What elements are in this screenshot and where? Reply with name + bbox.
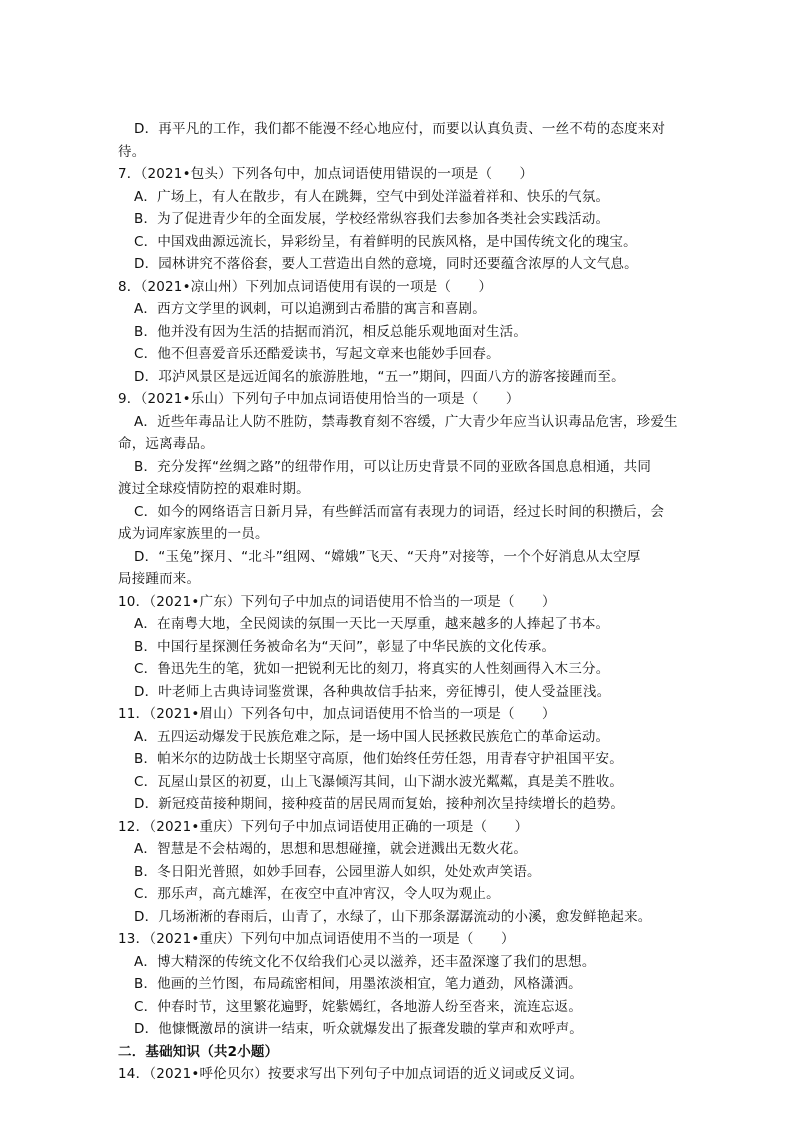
question-11-option-d: D．新冠疫苗接种期间，接种疫苗的居民周而复始，接种剂次呈持续增长的趋势。 (134, 796, 625, 812)
question-9-option-a: A．近些年毒品让人防不胜防，禁毒教育刻不容缓，广大青少年应当认识毒品危害，珍爱生 (134, 413, 678, 430)
question-11-stem: 11．（2021•眉山）下列各句中，加点词语使用不恰当的一项是（ ） (118, 706, 556, 722)
question-13-option-a: A．博大精深的传统文化不仅给我们心灵以滋养，还丰盈深邃了我们的思想。 (134, 953, 596, 970)
question-9-option-a-continuation: 命，远离毒品。 (118, 436, 214, 452)
question-9-option-b-continuation: 渡过全球疫情防控的艰难时期。 (118, 481, 310, 497)
question-12-option-d: D．几场淅淅的春雨后，山青了，水绿了，山下那条潺潺流动的小溪，愈发鲜艳起来。 (134, 908, 652, 925)
question-9-option-d: D．“玉兔”探月、“北斗”组网、“嫦娥”飞天、“天舟”对接等，一个个好消息从太空厚 (134, 548, 641, 565)
question-10-option-a: A．在南粤大地，全民阅读的氛围一天比一天厚重，越来越多的人捧起了书本。 (134, 616, 610, 632)
question-10-stem: 10．（2021•广东）下列句子中加点的词语使用不恰当的一项是（ ） (118, 593, 556, 610)
question-12-option-b: B．冬日阳光普照，如妙手回春，公园里游人如织，处处欢声笑语。 (134, 863, 541, 880)
question-14-stem: 14．（2021•呼伦贝尔）按要求写出下列句子中加点词语的近义词或反义词。 (118, 1066, 584, 1082)
question-13-option-d: D．他慷慨激昂的演讲一结束，听众就爆发出了振聋发聩的掌声和欢呼声。 (134, 1021, 583, 1037)
question-8-option-d: D．邛泸风景区是远近闻名的旅游胜地，“五一”期间，四面八方的游客接踵而至。 (134, 368, 625, 385)
question-9-option-c: C．如今的网络语言日新月异，有些鲜活而富有表现力的词语，经过长时间的积攒后，会 (134, 503, 665, 520)
question-12-option-a: A．智慧是不会枯竭的，思想和思想碰撞，就会迸溅出无数火花。 (134, 841, 528, 857)
question-7-option-d: D．园林讲究不落俗套，要人工营造出自然的意境，同时还要蕴含浓厚的人文气息。 (134, 256, 638, 272)
question-11-option-c: C．瓦屋山景区的初夏，山上飞瀑倾泻其间，山下湖水波光粼粼，真是美不胜收。 (134, 773, 624, 790)
question-content (118, 118, 714, 1086)
question-10-option-c: C．鲁迅先生的笔，犹如一把锐利无比的刻刀，将真实的人性刻画得入木三分。 (134, 661, 610, 677)
question-10-option-d: D．叶老师上古典诗词鉴赏课，各种典故信手拈来，旁征博引，使人受益匪浅。 (134, 683, 611, 700)
question-11-option-b: B．帕米尔的边防战士长期坚守高原，他们始终任劳任怨，用青春守护祖国平安。 (134, 751, 623, 767)
question-9-option-b: B．充分发挥“丝绸之路”的纽带作用，可以让历史背景不同的亚欧各国息息相通，共同 (134, 458, 652, 475)
question-7-option-c: C．中国戏曲源远流长，异彩纷呈，有着鲜明的民族风格，是中国传统文化的瑰宝。 (134, 233, 637, 250)
section-heading: 二．基础知识（共2小题） (118, 1043, 279, 1060)
question-13-option-b: B．他画的兰竹图，布局疏密相间，用墨浓淡相宜，笔力遒劲，风格潇洒。 (134, 976, 582, 992)
question-10-option-b: B．中国行星探测任务被命名为“天问”，彰显了中华民族的文化传承。 (134, 638, 556, 655)
question-9-option-c-continuation: 成为词库家族里的一员。 (118, 526, 269, 542)
question-8-option-c: C．他不但喜爱音乐还酷爱读书，写起文章来也能妙手回春。 (134, 346, 500, 362)
question-13-option-c: C．仲春时节，这里繁花遍野，姹紫嫣红，各地游人纷至沓来，流连忘返。 (134, 998, 583, 1015)
option-d-continuation: 待。 (118, 143, 146, 160)
question-11-option-a: A．五四运动爆发于民族危难之际，是一场中国人民拯救民族危亡的革命运动。 (134, 728, 610, 745)
question-13-stem: 13．（2021•重庆）下列句中加点词语使用不当的一项是（ ） (118, 931, 515, 947)
question-9-option-d-continuation: 局接踵而来。 (118, 571, 201, 587)
question-12-stem: 12．（2021•重庆）下列句子中加点词语使用正确的一项是（ ） (118, 818, 529, 835)
question-7-stem: 7．（2021•包头）下列各句中，加点词语使用错误的一项是（ ） (118, 166, 534, 182)
question-8-option-b: B．他并没有因为生活的拮据而消沉，相反总能乐观地面对生活。 (134, 323, 528, 340)
option-d-line: D．再平凡的工作，我们都不能漫不经心地应付，而要以认真负责、一丝不苟的态度来对 (134, 121, 666, 137)
question-9-stem: 9．（2021•乐山）下列句子中加点词语使用恰当的一项是（ ） (118, 391, 520, 407)
question-8-stem: 8．（2021•凉山州）下列加点词语使用有误的一项是（ ） (118, 278, 493, 295)
question-7-option-b: B．为了促进青少年的全面发展，学校经常纵容我们去参加各类社会实践活动。 (134, 211, 610, 227)
question-8-option-a: A．西方文学里的讽刺，可以追溯到古希腊的寓言和喜剧。 (134, 301, 486, 317)
question-12-option-c: C．那乐声，高亢雄浑，在夜空中直冲宵汉，令人叹为观止。 (134, 886, 500, 902)
question-7-option-a: A．广场上，有人在散步，有人在跳舞，空气中到处洋溢着祥和、快乐的气氛。 (134, 188, 610, 205)
